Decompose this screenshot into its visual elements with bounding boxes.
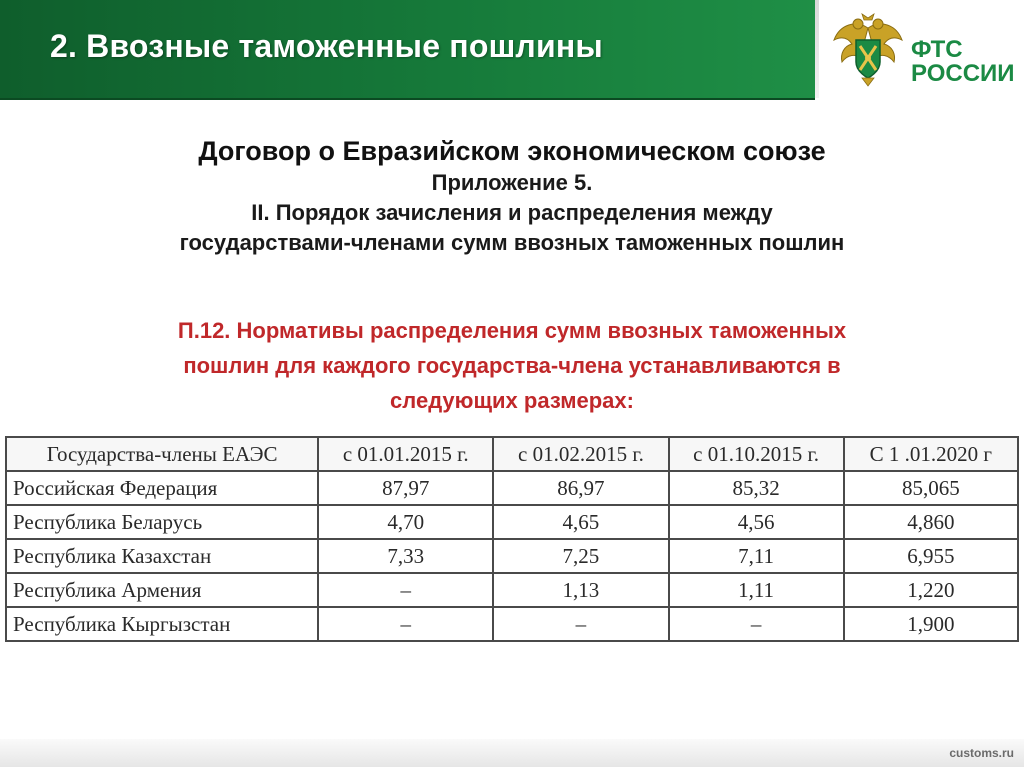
header-bar: [0, 0, 815, 100]
table-cell: 1,11: [669, 573, 844, 607]
table-row: [6, 539, 1018, 573]
column-header: с 01.01.2015 г.: [318, 437, 493, 471]
logo-text-fts: ФТС: [911, 36, 963, 63]
table-cell: 7,33: [318, 539, 493, 573]
table-cell: 6,955: [844, 539, 1018, 573]
table-row: [6, 607, 1018, 641]
footer-site-link[interactable]: customs.ru: [949, 746, 1014, 760]
table-cell: –: [318, 607, 493, 641]
table-cell: 7,25: [493, 539, 668, 573]
table-cell: 1,220: [844, 573, 1018, 607]
document-section-line-1: II. Порядок зачисления и распределения между: [251, 200, 773, 225]
table-row: [6, 573, 1018, 607]
document-section-line-2: государствами-членами сумм ввозных таможенных пошлин: [179, 230, 845, 255]
clause-line-3: следующих размерах:: [390, 388, 634, 413]
table-cell: 4,65: [493, 505, 668, 539]
document-appendix: Приложение 5.: [431, 170, 593, 195]
table-cell: 1,13: [493, 573, 668, 607]
table-cell: 86,97: [493, 471, 668, 505]
table-cell: 1,900: [844, 607, 1018, 641]
table-cell-country: Российская Федерация: [6, 471, 318, 505]
document-heading: [0, 134, 1024, 258]
column-header: с 01.02.2015 г.: [493, 437, 668, 471]
table-cell: 7,11: [669, 539, 844, 573]
fts-logo: [828, 10, 1018, 90]
table-cell: 85,32: [669, 471, 844, 505]
table-cell: 87,97: [318, 471, 493, 505]
logo-text-russia: РОССИИ: [911, 60, 1015, 87]
column-header: Государства-члены ЕАЭС: [6, 437, 318, 471]
table-cell-country: Республика Армения: [6, 573, 318, 607]
table-cell-country: Республика Беларусь: [6, 505, 318, 539]
table-header-row: [6, 437, 1018, 471]
table-row: [6, 471, 1018, 505]
double-headed-eagle-emblem-icon: [828, 10, 908, 90]
table-cell: –: [493, 607, 668, 641]
clause-text: [40, 313, 984, 418]
table-row: [6, 505, 1018, 539]
clause-line-1: П.12. Нормативы распределения сумм ввозных таможенных: [177, 318, 847, 343]
clause-line-2: пошлин для каждого государства-члена устанавливаются в: [183, 353, 841, 378]
table-cell-country: Республика Казахстан: [6, 539, 318, 573]
distribution-table: [5, 436, 1019, 642]
column-header: с 01.10.2015 г.: [669, 437, 844, 471]
table-cell: 85,065: [844, 471, 1018, 505]
table-cell: –: [318, 573, 493, 607]
page-title: 2. Ввозные таможенные пошлины: [50, 28, 603, 64]
document-title: Договор о Евразийском экономическом союзе: [198, 136, 826, 166]
table-cell: 4,56: [669, 505, 844, 539]
column-header: С 1 .01.2020 г: [844, 437, 1018, 471]
footer-bar: [0, 739, 1024, 767]
table-cell: 4,70: [318, 505, 493, 539]
header-divider: [815, 0, 819, 98]
table-cell: 4,860: [844, 505, 1018, 539]
table-cell-country: Республика Кыргызстан: [6, 607, 318, 641]
table-cell: –: [669, 607, 844, 641]
